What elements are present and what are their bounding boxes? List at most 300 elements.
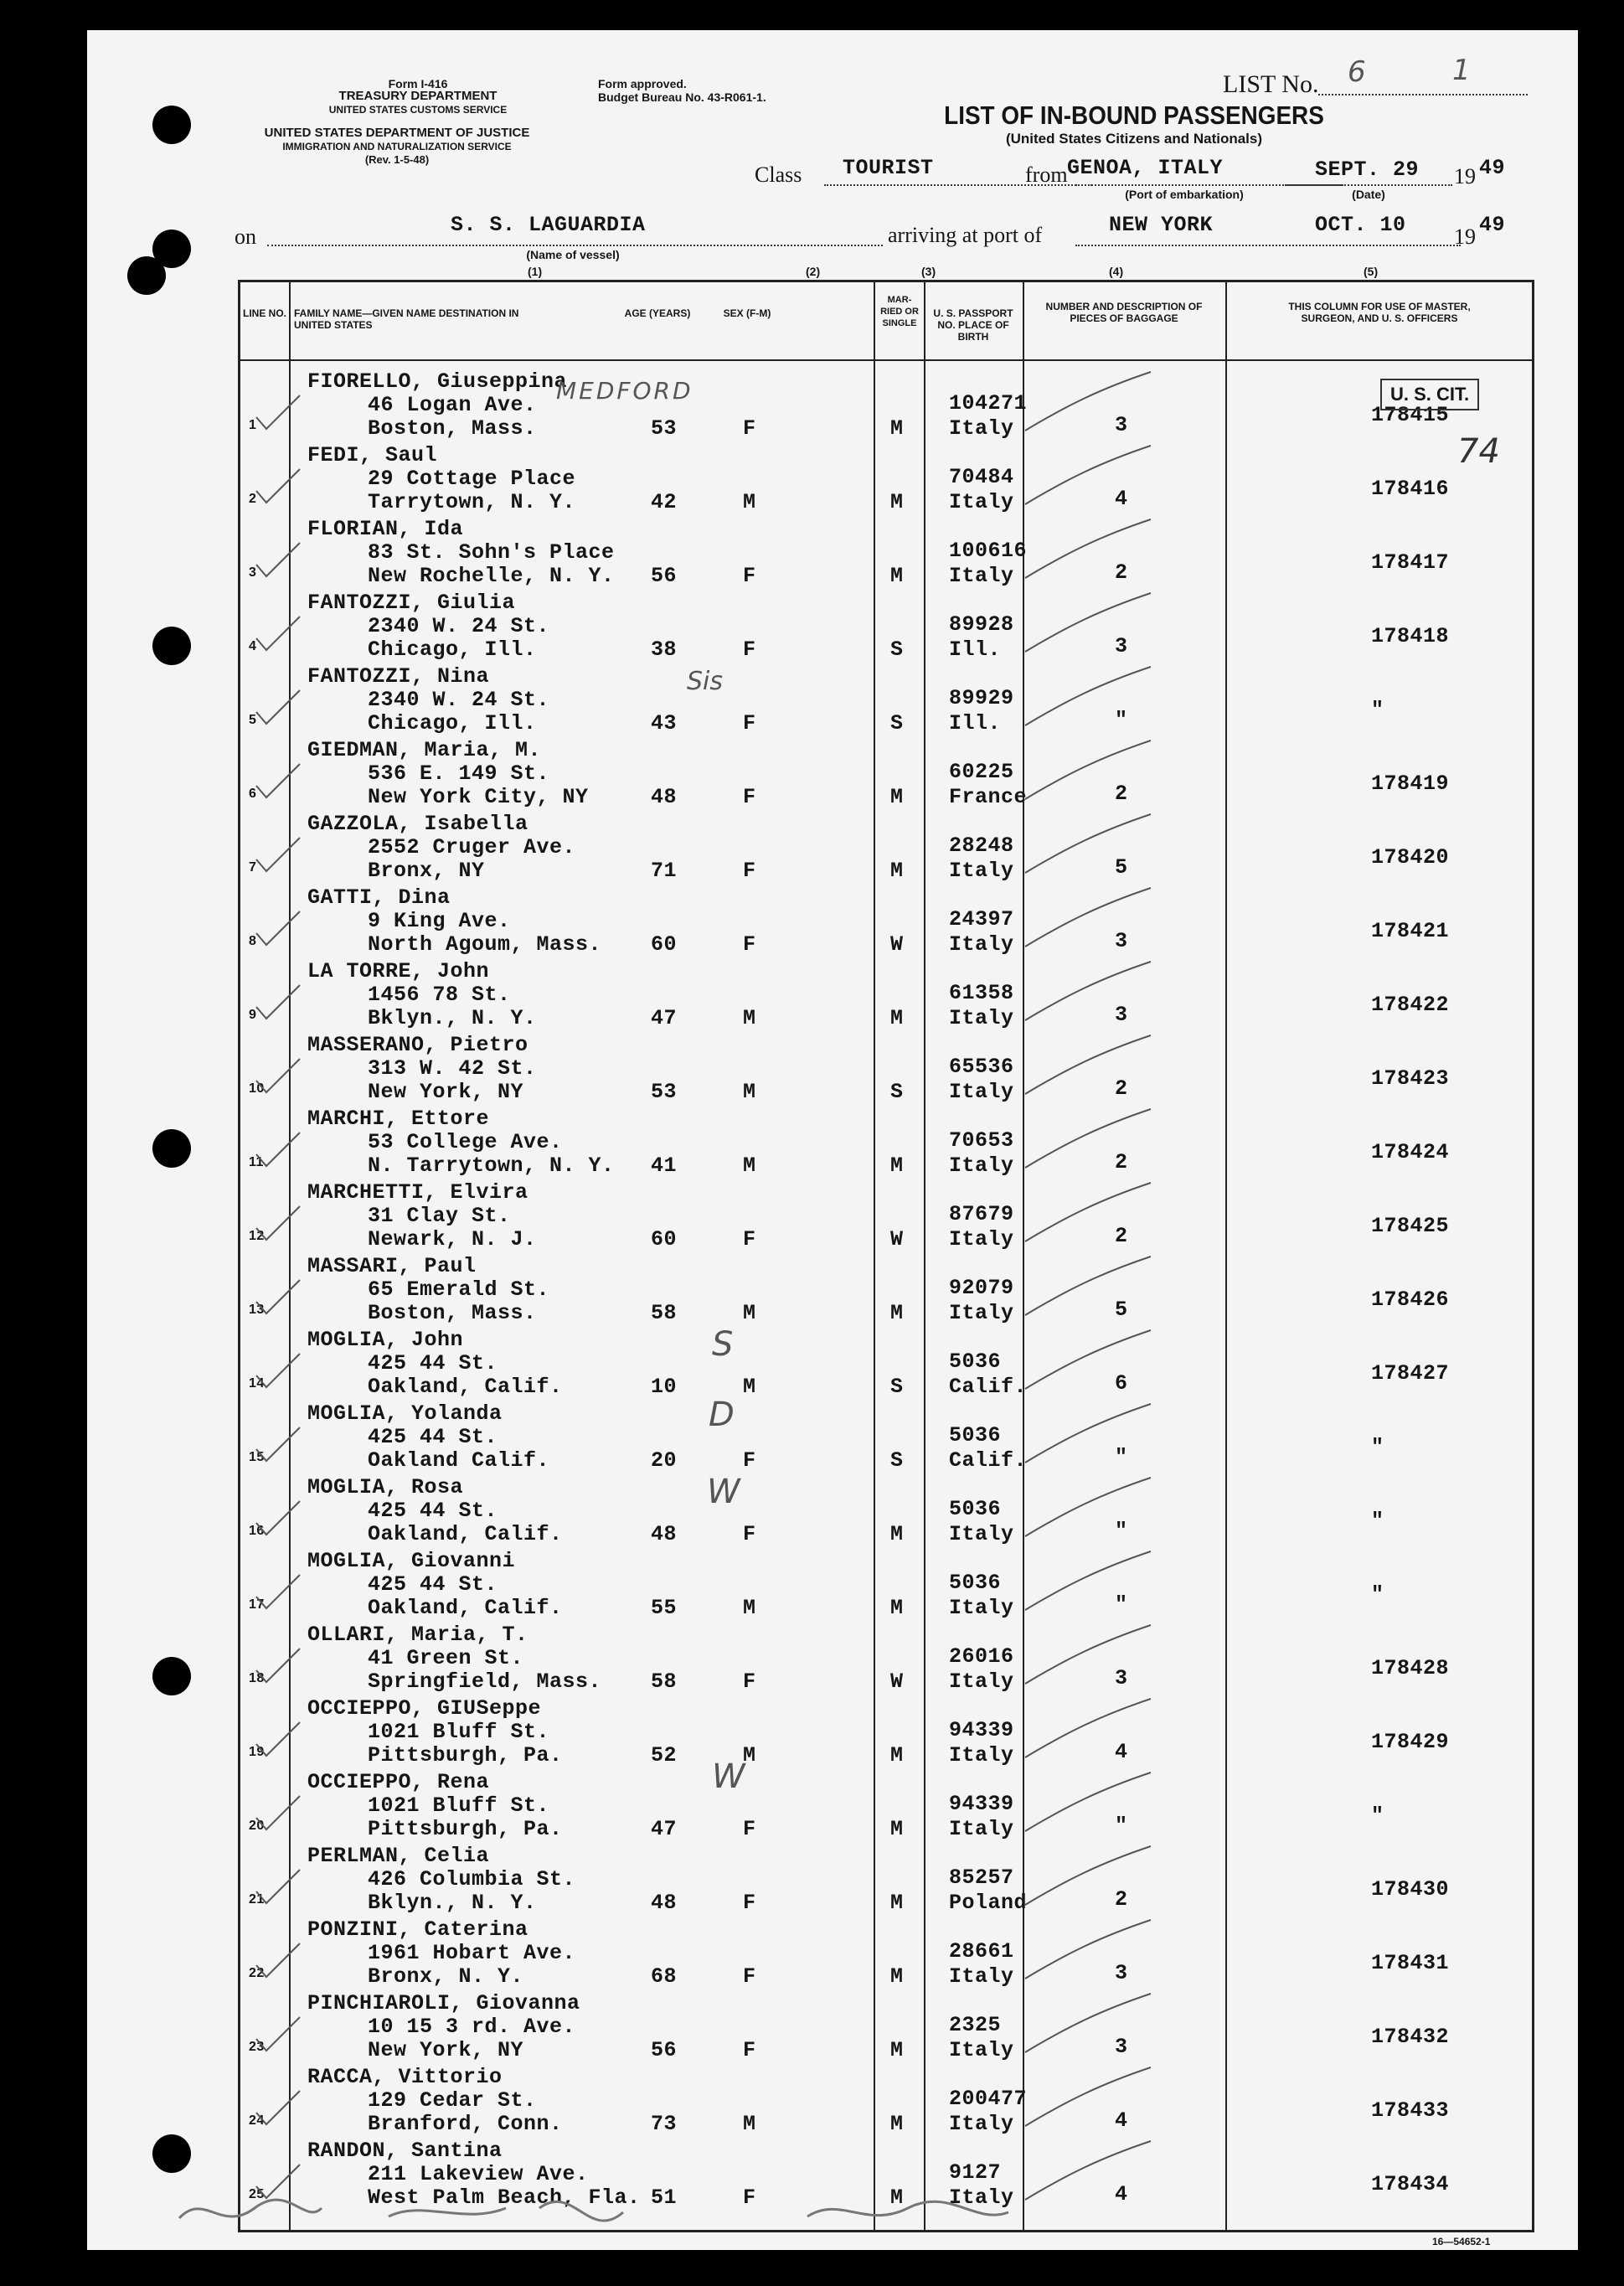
- col-num-2: (2): [806, 265, 821, 278]
- marital-status: M: [890, 1817, 904, 1841]
- passenger-name: MARCHETTI, Elvira: [307, 1180, 528, 1205]
- embarkation-port: GENOA, ITALY: [1067, 156, 1224, 180]
- passport-number: 9127: [949, 2160, 1002, 2185]
- marital-status: W: [890, 1669, 904, 1694]
- table-row: [240, 1472, 1532, 1546]
- passenger-name: MASSARI, Paul: [307, 1254, 477, 1278]
- destination-street: 425 44 St.: [368, 1572, 498, 1597]
- baggage-count: 3: [1115, 1003, 1128, 1027]
- marital-status: S: [890, 711, 904, 735]
- passenger-name: GAZZOLA, Isabella: [307, 812, 528, 836]
- embarkation-caption: (Port of embarkation): [1125, 188, 1244, 201]
- age-value: 68: [651, 1964, 678, 1989]
- passport-number: 5036: [949, 1571, 1002, 1595]
- passenger-name: FLORIAN, Ida: [307, 517, 464, 541]
- place-of-birth: Ill.: [949, 711, 1002, 735]
- officer-code: 178416: [1371, 477, 1450, 501]
- form-number: Form I-416: [388, 77, 448, 90]
- form-approved: Form approved.: [598, 77, 687, 90]
- passenger-name: PINCHIAROLI, Giovanna: [307, 1991, 580, 2015]
- destination-city: Bklyn., N. Y.: [368, 1006, 537, 1030]
- place-of-birth: Italy: [949, 1964, 1014, 1989]
- mark-s: S: [712, 1325, 734, 1364]
- passport-number: 65536: [949, 1055, 1014, 1079]
- binder-hole: [127, 256, 166, 295]
- line-number: 23: [249, 2040, 265, 2054]
- line-number: 17: [249, 1597, 265, 1612]
- baggage-count: 2: [1115, 1150, 1128, 1174]
- line-number: 12: [249, 1229, 265, 1243]
- arrival-year-prefix: 19: [1454, 224, 1476, 249]
- place-of-birth: Calif.: [949, 1375, 1028, 1399]
- budget-bureau: Budget Bureau No. 43-R061-1.: [598, 90, 766, 104]
- page-subtitle: (United States Citizens and Nationals): [1005, 131, 1263, 147]
- marital-status: M: [890, 1153, 904, 1178]
- destination-street: 31 Clay St.: [368, 1204, 511, 1228]
- destination-street: 10 15 3 rd. Ave.: [368, 2015, 576, 2039]
- mark-d: D: [709, 1396, 735, 1434]
- table-row: [240, 1324, 1532, 1398]
- passport-number: 24397: [949, 907, 1014, 931]
- officer-code: 178428: [1371, 1656, 1450, 1680]
- destination-street: 2340 W. 24 St.: [368, 688, 550, 712]
- table-row: [240, 1693, 1532, 1767]
- line-number: 7: [249, 860, 257, 875]
- arrival-year-suffix: 49: [1479, 213, 1506, 237]
- baggage-count: 4: [1115, 2108, 1128, 2133]
- passport-number: 60225: [949, 760, 1014, 784]
- line-number: 1: [249, 418, 257, 432]
- age-value: 53: [651, 416, 678, 441]
- place-of-birth: Italy: [949, 932, 1014, 957]
- table-row: [240, 366, 1532, 440]
- vessel-caption: (Name of vessel): [526, 248, 620, 261]
- col-num-4: (4): [1109, 265, 1124, 278]
- sex-value: F: [743, 564, 756, 588]
- table-row: [240, 1546, 1532, 1619]
- age-value: 38: [651, 637, 678, 662]
- arrival-date: OCT. 10: [1315, 213, 1406, 237]
- port-line: [1075, 245, 1461, 246]
- baggage-count: 4: [1115, 2182, 1128, 2206]
- age-value: 41: [651, 1153, 678, 1178]
- officer-code: 178421: [1371, 919, 1450, 943]
- mark-w1: W: [707, 1473, 740, 1511]
- sex-value: F: [743, 1448, 756, 1473]
- table-row: [240, 2062, 1532, 2135]
- baggage-count: 3: [1115, 2035, 1128, 2059]
- destination-street: 41 Green St.: [368, 1646, 524, 1670]
- officer-code: 178420: [1371, 845, 1450, 870]
- destination-city: Branford, Conn.: [368, 2112, 563, 2136]
- passport-number: 5036: [949, 1349, 1002, 1374]
- passenger-name: GATTI, Dina: [307, 885, 451, 910]
- place-of-birth: Italy: [949, 416, 1014, 441]
- marital-status: S: [890, 1375, 904, 1399]
- passport-number: 100616: [949, 539, 1028, 563]
- line-number: 3: [249, 565, 257, 580]
- justice-dept: UNITED STATES DEPARTMENT OF JUSTICE: [264, 126, 530, 140]
- ins-service: IMMIGRATION AND NATURALIZATION SERVICE: [282, 141, 512, 152]
- sex-value: F: [743, 932, 756, 957]
- destination-city: Tarrytown, N. Y.: [368, 490, 576, 514]
- place-of-birth: Italy: [949, 1227, 1014, 1251]
- passport-number: 92079: [949, 1276, 1014, 1300]
- officer-code: 178426: [1371, 1287, 1450, 1312]
- sex-value: F: [743, 1964, 756, 1989]
- line-number: 11: [249, 1155, 264, 1169]
- sex-value: F: [743, 859, 756, 883]
- marital-status: M: [890, 1891, 904, 1915]
- destination-street: 426 Columbia St.: [368, 1867, 576, 1891]
- passenger-name: OLLARI, Maria, T.: [307, 1623, 528, 1647]
- line-number: 8: [249, 934, 257, 948]
- table-row: [240, 1029, 1532, 1103]
- line-number: 4: [249, 639, 257, 653]
- destination-city: Chicago, Ill.: [368, 711, 537, 735]
- binder-hole: [152, 1129, 191, 1168]
- line-number: 20: [249, 1819, 265, 1833]
- list-no-value: 6: [1348, 55, 1366, 89]
- line-number: 16: [249, 1524, 265, 1538]
- destination-city: Bronx, N. Y.: [368, 1964, 524, 1989]
- passenger-name: MOGLIA, Giovanni: [307, 1549, 516, 1573]
- destination-street: 46 Logan Ave.: [368, 393, 537, 417]
- line-number: 5: [249, 713, 257, 727]
- passenger-name: MOGLIA, Yolanda: [307, 1401, 503, 1426]
- destination-street: 29 Cottage Place: [368, 467, 576, 491]
- hdr-officers: THIS COLUMN FOR USE OF MASTER, SURGEON, AND U. S. OFFICERS: [1288, 301, 1471, 324]
- destination-street: 1456 78 St.: [368, 983, 511, 1007]
- baggage-count: 5: [1115, 855, 1128, 880]
- destination-city: Newark, N. J.: [368, 1227, 537, 1251]
- revision: (Rev. 1-5-48): [364, 153, 430, 166]
- sex-value: M: [743, 1596, 756, 1620]
- passport-number: 89928: [949, 612, 1014, 637]
- officer-code: ": [1371, 698, 1384, 722]
- passenger-name: MARCHI, Ettore: [307, 1107, 490, 1131]
- marital-status: W: [890, 1227, 904, 1251]
- marital-status: S: [890, 1080, 904, 1104]
- baggage-count: 2: [1115, 560, 1128, 585]
- passenger-name: RACCA, Vittorio: [307, 2065, 503, 2089]
- passport-number: 28248: [949, 833, 1014, 858]
- table-row: [240, 1914, 1532, 1988]
- header-divider: [240, 359, 1532, 361]
- destination-city: N. Tarrytown, N. Y.: [368, 1153, 615, 1178]
- table-row: [240, 1177, 1532, 1251]
- sex-value: F: [743, 1522, 756, 1546]
- passenger-name: OCCIEPPO, Rena: [307, 1770, 490, 1794]
- line-number: 19: [249, 1745, 265, 1759]
- line-number: 18: [249, 1671, 265, 1685]
- sex-value: F: [743, 416, 756, 441]
- destination-street: 2552 Cruger Ave.: [368, 835, 576, 859]
- age-value: 56: [651, 2038, 678, 2062]
- baggage-count: 2: [1115, 1887, 1128, 1912]
- officer-code: 178430: [1371, 1877, 1450, 1902]
- age-value: 55: [651, 1596, 678, 1620]
- age-value: 56: [651, 564, 678, 588]
- passenger-name: FANTOZZI, Giulia: [307, 591, 516, 615]
- destination-city: Oakland, Calif.: [368, 1596, 563, 1620]
- age-value: 48: [651, 1891, 678, 1915]
- baggage-count: 5: [1115, 1298, 1128, 1322]
- passport-number: 70484: [949, 465, 1014, 489]
- sex-value: M: [743, 490, 756, 514]
- sex-value: M: [743, 1743, 756, 1767]
- list-no-extra: 1: [1452, 54, 1471, 87]
- place-of-birth: Italy: [949, 1006, 1014, 1030]
- age-value: 10: [651, 1375, 678, 1399]
- passenger-name: PONZINI, Caterina: [307, 1917, 528, 1942]
- marital-status: M: [890, 1301, 904, 1325]
- sex-value: M: [743, 1006, 756, 1030]
- baggage-count: 2: [1115, 1224, 1128, 1248]
- officer-code: 178433: [1371, 2098, 1450, 2123]
- class-value: TOURIST: [843, 156, 934, 180]
- baggage-count: 3: [1115, 1666, 1128, 1690]
- place-of-birth: Italy: [949, 1743, 1014, 1767]
- arrival-port: NEW YORK: [1109, 213, 1214, 237]
- officer-code: 178417: [1371, 550, 1450, 575]
- age-value: 43: [651, 711, 678, 735]
- list-no-label: LIST No.: [1223, 70, 1319, 98]
- sex-value: M: [743, 1301, 756, 1325]
- place-of-birth: Italy: [949, 1153, 1014, 1178]
- table-row: [240, 808, 1532, 882]
- place-of-birth: Italy: [949, 1596, 1014, 1620]
- age-value: 47: [651, 1817, 678, 1841]
- sex-value: F: [743, 2185, 756, 2210]
- baggage-count: 2: [1115, 782, 1128, 806]
- treasury-dept: TREASURY DEPARTMENT: [338, 89, 498, 103]
- place-of-birth: Italy: [949, 1669, 1014, 1694]
- officer-code: ": [1371, 1509, 1384, 1533]
- destination-city: Bronx, NY: [368, 859, 485, 883]
- hdr-baggage: NUMBER AND DESCRIPTION OF PIECES OF BAGGAGE: [1045, 301, 1203, 324]
- age-value: 53: [651, 1080, 678, 1104]
- destination-city: Springfield, Mass.: [368, 1669, 602, 1694]
- table-row: [240, 1398, 1532, 1472]
- passport-number: 5036: [949, 1497, 1002, 1521]
- place-of-birth: Poland: [949, 1891, 1028, 1915]
- officer-code: 178434: [1371, 2172, 1450, 2196]
- sex-value: M: [743, 2112, 756, 2136]
- destination-city: Boston, Mass.: [368, 416, 537, 441]
- officer-code: ": [1371, 1435, 1384, 1459]
- binder-hole: [152, 106, 191, 144]
- departure-date: SEPT. 29: [1315, 157, 1420, 182]
- sex-value: F: [743, 785, 756, 809]
- place-of-birth: Italy: [949, 2038, 1014, 2062]
- passport-number: 61358: [949, 981, 1014, 1005]
- baggage-count: 2: [1115, 1076, 1128, 1101]
- passenger-name: MOGLIA, Rosa: [307, 1475, 464, 1499]
- place-of-birth: Italy: [949, 564, 1014, 588]
- hdr-married: MAR-RIED OR SINGLE: [880, 295, 919, 328]
- date-caption: (Date): [1352, 188, 1385, 201]
- sex-value: F: [743, 637, 756, 662]
- baggage-count: 4: [1115, 487, 1128, 511]
- marital-status: S: [890, 1448, 904, 1473]
- age-value: 20: [651, 1448, 678, 1473]
- table-row: [240, 587, 1532, 661]
- destination-street: 211 Lakeview Ave.: [368, 2162, 589, 2186]
- destination-city: New York, NY: [368, 1080, 524, 1104]
- destination-city: Chicago, Ill.: [368, 637, 537, 662]
- sex-value: M: [743, 1375, 756, 1399]
- mark-sis: Sis: [687, 667, 724, 696]
- table-row: [240, 440, 1532, 513]
- age-value: 48: [651, 1522, 678, 1546]
- passenger-name: LA TORRE, John: [307, 959, 490, 983]
- officer-code: 178425: [1371, 1214, 1450, 1238]
- col-num-3: (3): [921, 265, 936, 278]
- destination-street: 65 Emerald St.: [368, 1277, 550, 1302]
- destination-street: 53 College Ave.: [368, 1130, 563, 1154]
- officer-code: 178431: [1371, 1951, 1450, 1975]
- passenger-table: [238, 280, 1534, 2232]
- passenger-name: FANTOZZI, Nina: [307, 664, 490, 689]
- table-row: [240, 1619, 1532, 1693]
- sex-value: M: [743, 1080, 756, 1104]
- destination-city: Oakland, Calif.: [368, 1522, 563, 1546]
- line-number: 9: [249, 1008, 257, 1022]
- destination-street: 129 Cedar St.: [368, 2088, 537, 2113]
- age-value: 71: [651, 859, 678, 883]
- destination-street: 425 44 St.: [368, 1499, 498, 1523]
- baggage-count: 4: [1115, 1740, 1128, 1764]
- officer-code: 178427: [1371, 1361, 1450, 1386]
- hdr-age: AGE (YEARS): [624, 307, 691, 319]
- destination-city: West Palm Beach, Fla.: [368, 2185, 641, 2210]
- mark-w2: W: [712, 1757, 745, 1796]
- sex-value: F: [743, 1891, 756, 1915]
- marital-status: W: [890, 932, 904, 957]
- age-value: 48: [651, 785, 678, 809]
- destination-street: 536 E. 149 St.: [368, 761, 550, 786]
- destination-street: 1961 Hobart Ave.: [368, 1941, 576, 1965]
- place-of-birth: Italy: [949, 1817, 1014, 1841]
- age-value: 60: [651, 1227, 678, 1251]
- baggage-count: 3: [1115, 413, 1128, 437]
- passenger-name: GIEDMAN, Maria, M.: [307, 738, 542, 762]
- passport-number: 89929: [949, 686, 1014, 710]
- passport-number: 26016: [949, 1644, 1014, 1669]
- sex-value: F: [743, 1817, 756, 1841]
- marital-status: M: [890, 416, 904, 441]
- destination-city: New York City, NY: [368, 785, 589, 809]
- table-row: [240, 735, 1532, 808]
- baggage-count: ": [1115, 1814, 1128, 1838]
- passenger-name: PERLMAN, Celia: [307, 1844, 490, 1868]
- table-row: [240, 1251, 1532, 1324]
- marital-status: M: [890, 1964, 904, 1989]
- baggage-count: ": [1115, 1592, 1128, 1617]
- table-row: [240, 1840, 1532, 1914]
- passport-number: 2325: [949, 2013, 1002, 2037]
- place-of-birth: Italy: [949, 1522, 1014, 1546]
- date-line: [1285, 184, 1452, 186]
- officer-code: ": [1371, 1804, 1384, 1828]
- destination-street: 83 St. Sohn's Place: [368, 540, 615, 565]
- line-number: 22: [249, 1966, 265, 1980]
- officer-code: 178422: [1371, 993, 1450, 1017]
- us-citizen-stamp: U. S. CIT.: [1380, 379, 1479, 410]
- marital-status: M: [890, 1743, 904, 1767]
- passenger-name: RANDON, Santina: [307, 2139, 503, 2163]
- destination-city: Pittsburgh, Pa.: [368, 1817, 563, 1841]
- destination-street: 1021 Bluff St.: [368, 1720, 550, 1744]
- footer-code: 16—54652-1: [1432, 2236, 1491, 2247]
- age-value: 58: [651, 1301, 678, 1325]
- marital-status: M: [890, 785, 904, 809]
- place-of-birth: Italy: [949, 2112, 1014, 2136]
- year-suffix: 49: [1479, 156, 1506, 180]
- baggage-count: 6: [1115, 1371, 1128, 1396]
- destination-city: Boston, Mass.: [368, 1301, 537, 1325]
- line-number: 13: [249, 1303, 265, 1317]
- destination-street: 313 W. 42 St.: [368, 1056, 537, 1081]
- year-prefix: 19: [1454, 164, 1476, 188]
- place-of-birth: Italy: [949, 1080, 1014, 1104]
- marital-status: M: [890, 1596, 904, 1620]
- destination-street: 425 44 St.: [368, 1351, 498, 1375]
- baggage-count: 3: [1115, 1961, 1128, 1985]
- number-74: 74: [1457, 432, 1500, 471]
- age-value: 47: [651, 1006, 678, 1030]
- officer-code: 178424: [1371, 1140, 1450, 1164]
- marital-status: M: [890, 1522, 904, 1546]
- line-number: 10: [249, 1081, 265, 1096]
- passport-number: 87679: [949, 1202, 1014, 1226]
- place-of-birth: Italy: [949, 2185, 1014, 2210]
- sex-value: F: [743, 1669, 756, 1694]
- table-row: [240, 513, 1532, 587]
- binder-hole: [152, 2134, 191, 2173]
- baggage-count: 3: [1115, 929, 1128, 953]
- manifest-page: [87, 30, 1578, 2250]
- destination-city: North Agoum, Mass.: [368, 932, 602, 957]
- officer-code: 178418: [1371, 624, 1450, 648]
- place-of-birth: Ill.: [949, 637, 1002, 662]
- passport-number: 28661: [949, 1939, 1014, 1963]
- on-label: on: [235, 224, 256, 249]
- destination-city: New York, NY: [368, 2038, 524, 2062]
- sex-value: F: [743, 1227, 756, 1251]
- passenger-name: MASSERANO, Pietro: [307, 1033, 528, 1057]
- binder-hole: [152, 627, 191, 665]
- line-number: 6: [249, 787, 257, 801]
- vessel-name: S. S. LAGUARDIA: [451, 213, 646, 237]
- age-value: 42: [651, 490, 678, 514]
- passport-number: 5036: [949, 1423, 1002, 1447]
- hdr-line-no: LINE NO.: [242, 307, 286, 319]
- hdr-passport: U. S. PASSPORT NO. PLACE OF BIRTH: [933, 307, 1013, 343]
- passport-number: 94339: [949, 1792, 1014, 1816]
- passport-number: 200477: [949, 2087, 1028, 2111]
- marital-status: M: [890, 1006, 904, 1030]
- baggage-count: ": [1115, 708, 1128, 732]
- from-label: from: [1025, 163, 1068, 187]
- passport-number: 104271: [949, 391, 1028, 415]
- hdr-name: FAMILY NAME—GIVEN NAME DESTINATION IN UNITED STATES: [294, 307, 519, 331]
- marital-status: S: [890, 637, 904, 662]
- sex-value: F: [743, 711, 756, 735]
- destination-street: 9 King Ave.: [368, 909, 511, 933]
- marital-status: M: [890, 859, 904, 883]
